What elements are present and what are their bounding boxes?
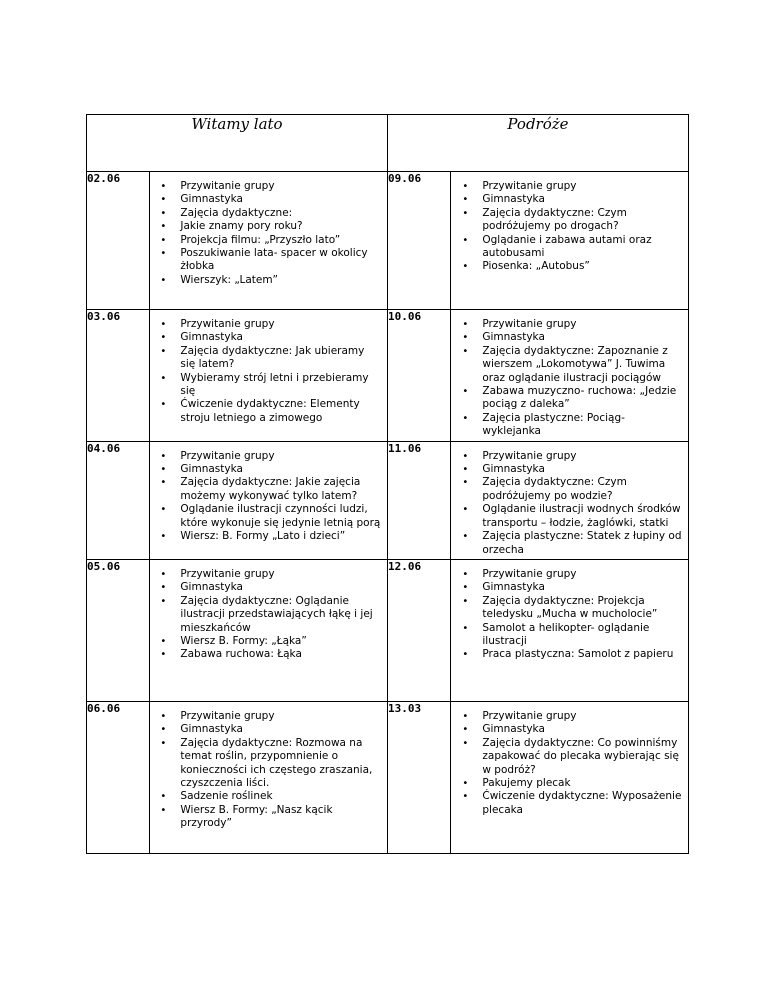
plan-row xyxy=(87,701,689,853)
activity-item: • Pakujemy plecak xyxy=(482,777,682,790)
activity-item: • Zajęcia dydaktyczne: Czym podróżujemy po drogach? xyxy=(482,207,682,234)
left-date-cell: 04.06 xyxy=(87,441,150,559)
activity-item: • Przywitanie grupy xyxy=(482,180,682,193)
activity-item: • Gimnastyka xyxy=(482,463,682,476)
activity-item: • Zajęcia dydaktyczne: xyxy=(180,207,381,220)
header-row xyxy=(87,115,689,172)
plan-row xyxy=(87,310,689,442)
left-activities-cell xyxy=(150,310,388,442)
activity-item: • Przywitanie grupy xyxy=(180,180,381,193)
activity-item: • Wiersz B. Formy: „Nasz kącik przyrody” xyxy=(180,804,381,831)
activity-list xyxy=(150,442,387,546)
activity-item: • Ćwiczenie dydaktyczne: Elementy stroju letniego a zimowego xyxy=(180,398,381,425)
activity-item: • Oglądanie ilustracji wodnych środków transportu – łodzie, żaglówki, statki xyxy=(482,503,682,530)
activity-item: • Zajęcia dydaktyczne: Projekcja teledysku „Mucha w mucholocie” xyxy=(482,595,682,622)
plan-row xyxy=(87,172,689,310)
activity-item: • Gimnastyka xyxy=(180,193,381,206)
activity-item: • Praca plastyczna: Samolot z papieru xyxy=(482,648,682,661)
right-date-cell: 09.06 xyxy=(387,172,450,310)
activity-item: • Przywitanie grupy xyxy=(482,450,682,463)
activity-item: • Gimnastyka xyxy=(482,581,682,594)
left-date-cell: 02.06 xyxy=(87,172,150,310)
left-activities-cell xyxy=(150,559,388,701)
activity-item: • Samolot a helikopter- oglądanie ilustracji xyxy=(482,622,682,649)
activity-item: • Przywitanie grupy xyxy=(482,318,682,331)
right-activities-cell xyxy=(451,172,689,310)
activity-item: • Przywitanie grupy xyxy=(180,450,381,463)
activity-list xyxy=(451,172,688,276)
left-date-cell: 05.06 xyxy=(87,559,150,701)
right-date-cell: 11.06 xyxy=(387,441,450,559)
right-activities-cell xyxy=(451,559,689,701)
activity-list xyxy=(150,172,387,289)
left-date-cell: 06.06 xyxy=(87,701,150,853)
activity-item: • Wiersz B. Formy: „Łąka” xyxy=(180,635,381,648)
activity-item: • Zajęcia dydaktyczne: Rozmowa na temat roślin, przypomnienie o konieczności ich częstego zraszania, czyszczenia liści. xyxy=(180,737,381,791)
activity-item: • Projekcja filmu: „Przyszło lato” xyxy=(180,234,381,247)
activity-item: • Zajęcia dydaktyczne: Czym podróżujemy po wodzie? xyxy=(482,476,682,503)
activity-item: • Gimnastyka xyxy=(180,331,381,344)
activity-item: • Przywitanie grupy xyxy=(180,568,381,581)
plan-row xyxy=(87,441,689,559)
activity-item: • Wiersz: B. Formy „Lato i dzieci” xyxy=(180,530,381,543)
activity-item: • Przywitanie grupy xyxy=(482,710,682,723)
activity-item: • Zajęcia plastyczne: Statek z łupiny od orzecha xyxy=(482,530,682,557)
right-activities-cell xyxy=(451,310,689,442)
activity-item: • Zajęcia dydaktyczne: Jak ubieramy się latem? xyxy=(180,345,381,372)
activity-item: • Zajęcia dydaktyczne: Jakie zajęcia możemy wykonywać tylko latem? xyxy=(180,476,381,503)
activity-item: • Przywitanie grupy xyxy=(180,710,381,723)
activity-item: • Zajęcia dydaktyczne: Co powinniśmy zapakować do plecaka wybierając się w podróż? xyxy=(482,737,682,777)
activity-item: • Zajęcia dydaktyczne: Zapoznanie z wierszem „Lokomotywa” J. Tuwima oraz oglądanie ilustracji pociągów xyxy=(482,345,682,385)
activity-item: • Przywitanie grupy xyxy=(180,318,381,331)
activity-item: • Poszukiwanie lata- spacer w okolicy żłobka xyxy=(180,247,381,274)
activity-item: • Gimnastyka xyxy=(482,193,682,206)
activity-list xyxy=(451,702,688,819)
right-activities-cell xyxy=(451,441,689,559)
activity-list xyxy=(150,310,387,427)
activity-item: • Zajęcia dydaktyczne: Oglądanie ilustracji przedstawiających łąkę i jej mieszkańców xyxy=(180,595,381,635)
activity-item: • Ćwiczenie dydaktyczne: Wyposażenie plecaka xyxy=(482,790,682,817)
activity-item: • Gimnastyka xyxy=(180,463,381,476)
activity-item: • Zabawa ruchowa: Łąka xyxy=(180,648,381,661)
activity-list xyxy=(451,310,688,441)
right-activities-cell xyxy=(451,701,689,853)
activity-item: • Wierszyk: „Latem” xyxy=(180,274,381,287)
activity-list xyxy=(451,560,688,664)
activity-item: • Oglądanie i zabawa autami oraz autobusami xyxy=(482,234,682,261)
activity-item: • Wybieramy strój letni i przebieramy się xyxy=(180,372,381,399)
activity-item: • Oglądanie ilustracji czynności ludzi, które wykonuje się jedynie letnią porą xyxy=(180,503,381,530)
activity-item: • Sadzenie roślinek xyxy=(180,790,381,803)
activity-item: • Gimnastyka xyxy=(482,331,682,344)
right-date-cell: 12.06 xyxy=(387,559,450,701)
header-right: Podróże xyxy=(387,115,688,172)
activity-list xyxy=(150,560,387,664)
right-date-cell: 10.06 xyxy=(387,310,450,442)
activity-list xyxy=(150,702,387,833)
activity-item: • Zabawa muzyczno- ruchowa: „Jedzie pociąg z daleka” xyxy=(482,385,682,412)
left-date-cell: 03.06 xyxy=(87,310,150,442)
left-activities-cell xyxy=(150,172,388,310)
plan-row xyxy=(87,559,689,701)
activity-item: • Przywitanie grupy xyxy=(482,568,682,581)
activity-item: • Jakie znamy pory roku? xyxy=(180,220,381,233)
left-activities-cell xyxy=(150,701,388,853)
activity-item: • Gimnastyka xyxy=(180,723,381,736)
activity-item: • Piosenka: „Autobus” xyxy=(482,260,682,273)
activity-list xyxy=(451,442,688,559)
header-left: Witamy lato xyxy=(87,115,388,172)
right-date-cell: 13.03 xyxy=(387,701,450,853)
plan-table xyxy=(86,114,689,854)
activity-item: • Zajęcia plastyczne: Pociąg- wyklejanka xyxy=(482,412,682,439)
left-activities-cell xyxy=(150,441,388,559)
activity-item: • Gimnastyka xyxy=(482,723,682,736)
activity-item: • Gimnastyka xyxy=(180,581,381,594)
